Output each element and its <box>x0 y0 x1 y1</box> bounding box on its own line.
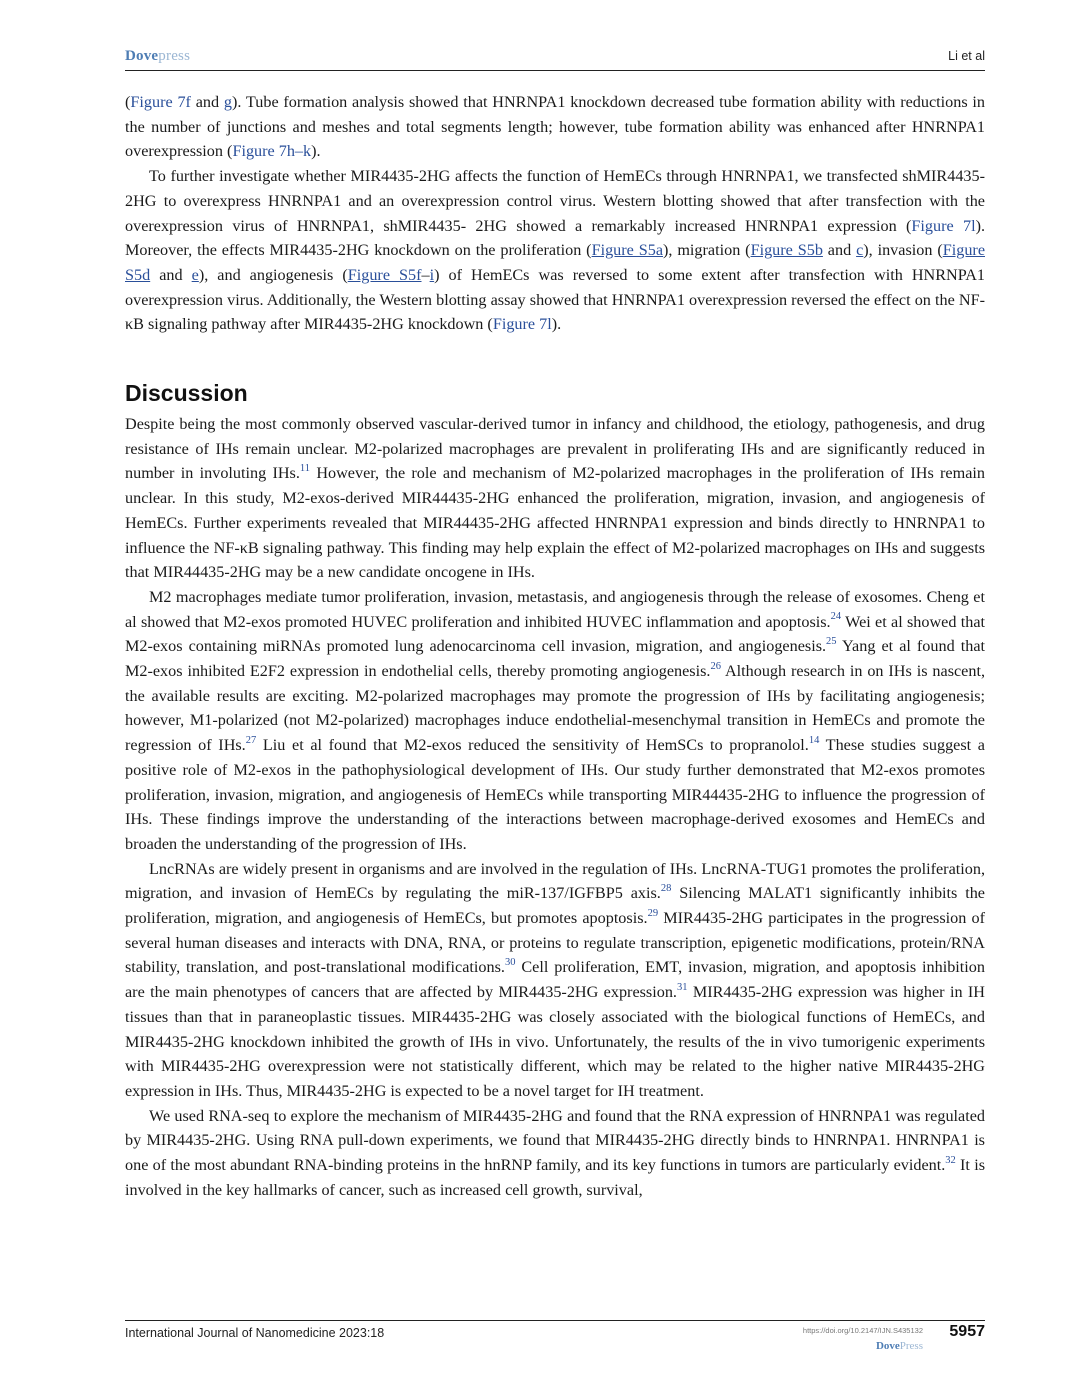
supplementary-figure-link[interactable]: Figure S5b <box>750 241 823 260</box>
citation-ref[interactable]: 31 <box>676 981 688 993</box>
running-head-authors: Li et al <box>948 49 985 63</box>
page-footer <box>125 1320 985 1361</box>
dovepress-footer-logo[interactable]: DovePress <box>875 1340 923 1352</box>
page-number: 5957 <box>949 1323 985 1340</box>
citation-ref[interactable]: 27 <box>245 734 257 746</box>
citation-ref[interactable]: 14 <box>808 734 820 746</box>
supplementary-figure-link[interactable]: e <box>191 265 199 284</box>
figure-link[interactable]: Figure 7f <box>130 93 191 111</box>
figure-link[interactable]: Figure 7h–k <box>232 142 312 161</box>
results-paragraph-2: To further investigate whether MIR4435-2HG affects the function of HemECs through HNRNPA1, we transfected shMIR4435-2HG to overexpress HNRNPA1 and an overexpression control virus. Western blotting showed that after transfection with the overexpression virus of HNRNPA1, shMIR4435- 2HG showed a remarkably increased HNRNPA1 expression (Figure 7l). Moreover, the effects MIR4435-2HG knockdown on the proliferation (Figure S5a), migration (Figure S5b and c), invasion (Figure S5d and e), and angiogenesis (Figure S5f–i) of HemECs was reversed to some extent after transfection with HNRNPA1 overexpression virus. Additionally, the Western blotting assay showed that HNRNPA1 overexpression reversed the effect on the NF-κB signaling pathway after MIR4435-2HG knockdown (Figure 7l). <box>125 167 986 334</box>
journal-citation: International Journal of Nanomedicine 2023:18 <box>125 1326 385 1340</box>
discussion-paragraph-2: M2 macrophages mediate tumor proliferation, invasion, metastasis, and angiogenesis through the release of exosomes. Cheng et al showed that M2-exos promoted HUVEC proliferation and inhibited HUVEC inflammation and apoptosis.$^{24}$ Wei et al showed that M2-exos containing miRNAs promoted lung adenocarcinoma cell invasion, migration, and angiogenesis.$^{25}$ Yang et al found that M2-exos inhibited E2F2 expression in endothelial cells, thereby promoting angiogenesis.$^{26}$ Although research in on IHs is nascent, the available results are exciting. M2-polarized macrophages may promote the progression of IHs by facilitating angiogenesis; however, M1-polarized (not M2-polarized) macrophages induce endothelial-mesenchymal transition in HemECs and promote the regression of IHs.$^{27}$ Liu et al found that M2-exos reduced the sensitivity of HemSCs to propranolol.$^{14}$ These studies suggest a positive role of M2-exos in the pathophysiological development of IHs. Our study further demonstrated that M2-exos promotes proliferation, invasion, migration, and angiogenesis of HemECs while transporting MIR44435-2HG to influence the progression of IHs. These findings improve the understanding of the interactions between macrophage-derived exosomes and HemECs and broaden the understanding of the progression of IHs. <box>125 587 986 853</box>
citation-ref[interactable]: 26 <box>710 660 721 672</box>
citation-ref[interactable]: 30 <box>504 957 516 969</box>
discussion-paragraph-4: We used RNA-seq to explore the mechanism of MIR4435-2HG and found that the RNA expression of HNRNPA1 was regulated by MIR4435-2HG. Using RNA pull-down experiments, we found that MIR4435-2HG directly binds to HNRNPA1. HNRNPA1 is one of the most abundant RNA-binding proteins in the hnRNP family, and its key functions in tumors are particularly evident.$^{32}$ It is involved in the key hallmarks of cancer, such as increased cell growth, survival, <box>125 1106 985 1199</box>
discussion-paragraph-3: LncRNAs are widely present in organisms and are involved in the regulation of IHs. LncRNA-TUG1 promotes the proliferation, migration, and invasion of HemECs by regulating the miR-137/IGFBP5 axis.$^{28}$ Silencing MALAT1 significantly inhibits the proliferation, migration, and angiogenesis of HemECs, but promotes apoptosis.$^{29}$ MIR4435-2HG participates in the progression of several human diseases and interacts with DNA, RNA, or proteins to regulate transcription, epigenetic modifications, protein/RNA stability, translation, and post-translational modifications.$^{30}$ Cell proliferation, EMT, invasion, migration, and apoptosis inhibition are the main phenotypes of cancers that are affected by MIR4435-2HG expression.$^{31}$ MIR4435-2HG expression was higher in IH tissues than that in paraneoplastic tissues. MIR4435-2HG was closely associated with the biological functions of HemECs, and MIR4435-2HG knockdown inhibited the growth of IHs in vivo. Unfortunately, the results of the in vivo tumorigenic experiments with MIR4435-2HG overexpression were not statistically different, which may be related to the higher native MIR4435-2HG expression in IHs. Thus, MIR4435-2HG is expected to be a novel target for IH treatment. <box>125 859 986 1100</box>
citation-ref[interactable]: 24 <box>830 611 842 623</box>
dovepress-logo[interactable]: Dovepress <box>125 48 191 64</box>
doi-link[interactable]: https://doi.org/10.2147/IJN.S435132 <box>802 1326 923 1335</box>
citation-ref[interactable]: 28 <box>660 882 672 894</box>
discussion-heading: Discussion <box>125 380 248 406</box>
supplementary-figure-link[interactable]: c <box>856 241 864 260</box>
page-header <box>125 48 985 71</box>
discussion-paragraph-1: Despite being the most commonly observed vascular-derived tumor in infancy and childhood, the etiology, pathogenesis, and drug resistance of IHs remain unclear. M2-polarized macrophages are prevalent in proliferating IHs and are significantly reduced in number in involuting IHs.$^{11}$ However, the role and mechanism of M2-polarized macrophages in the proliferation of IHs remain unclear. In this study, M2-exos-derived MIR44435-2HG enhanced the proliferation, migration, invasion, and angiogenesis of HemECs. Further experiments revealed that MIR44435-2HG affected HNRNPA1 expression and binds directly to HNRNPA1 to influence the NF-κB signaling pathway. This finding may help explain the effect of M2-polarized macrophages on IHs and suggests that MIR44435-2HG may be a new candidate oncogene in IHs. <box>125 415 985 582</box>
supplementary-figure-link[interactable]: Figure S5a <box>591 241 664 260</box>
citation-ref[interactable]: 25 <box>826 635 837 647</box>
figure-link[interactable]: Figure 7l <box>492 315 552 334</box>
citation-ref[interactable]: 29 <box>647 907 659 919</box>
results-paragraph-1: (Figure 7f and g). Tube formation analysis showed that HNRNPA1 knockdown decreased tube formation ability with reductions in the number of junctions and meshes and total segments length; however, tube formation ability was enhanced after HNRNPA1 overexpression (Figure 7h–k). <box>125 93 986 161</box>
citation-ref[interactable]: 32 <box>945 1154 956 1166</box>
supplementary-figure-link[interactable]: Figure S5f <box>347 265 422 284</box>
figure-link[interactable]: g <box>223 93 232 111</box>
supplementary-figure-link[interactable]: Figure S5d <box>125 241 985 284</box>
citation-ref[interactable]: 11 <box>299 463 311 475</box>
supplementary-figure-link[interactable]: i <box>429 265 435 284</box>
results-text-block <box>125 90 985 337</box>
discussion-text-block <box>125 412 985 1203</box>
figure-link[interactable]: Figure 7l <box>911 216 976 235</box>
